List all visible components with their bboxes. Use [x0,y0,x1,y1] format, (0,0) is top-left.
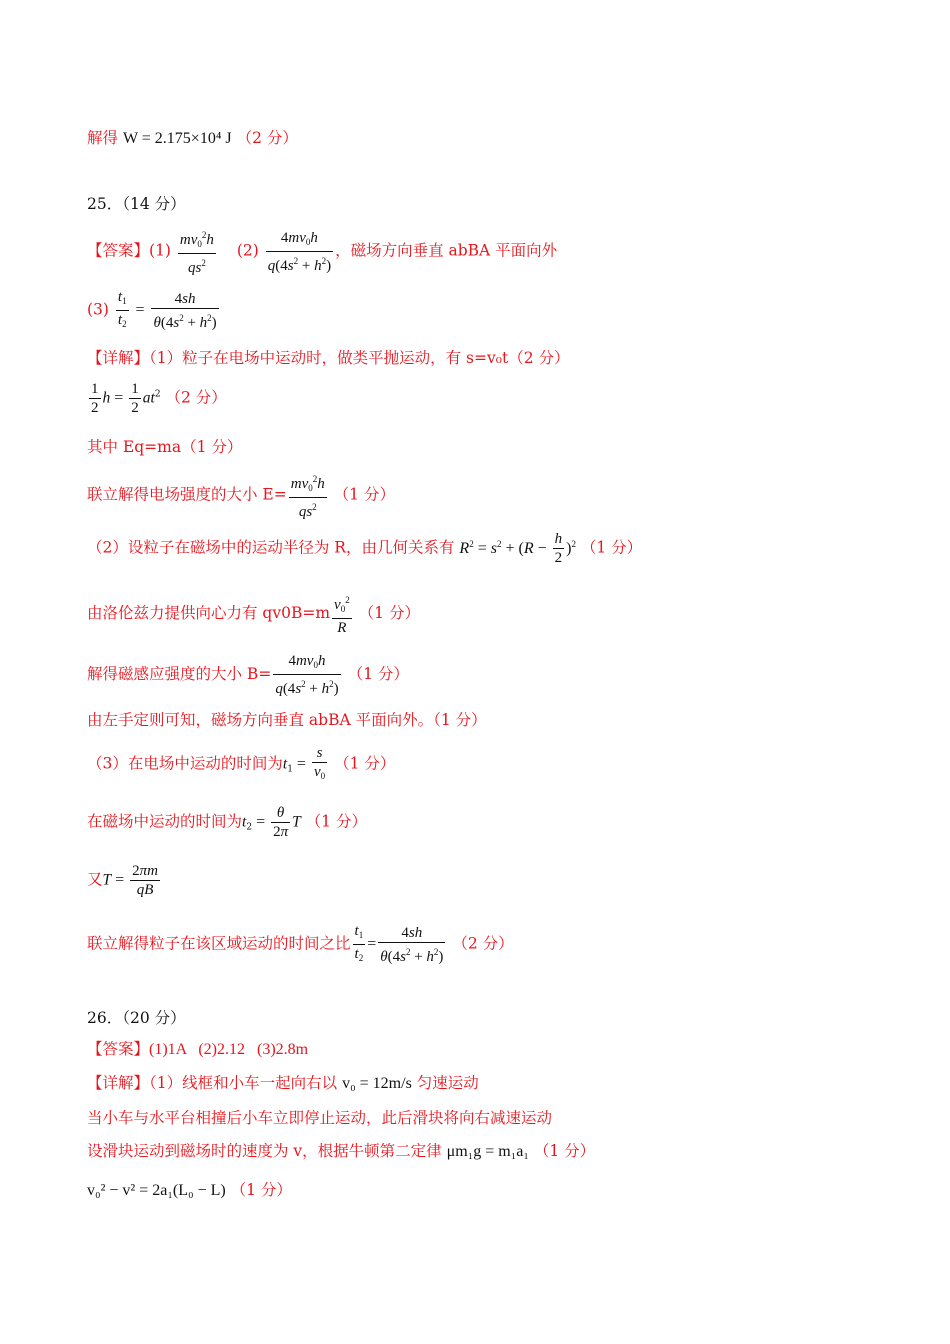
q25-t2-points: （1 分） [305,812,367,831]
q24-result-formula: W = 2.175×10⁴ J [122,130,232,147]
q25-bfield-points: （1 分） [347,665,409,683]
q26-answer-line [87,1039,308,1060]
q26-line-4-points: （1 分） [230,1181,292,1199]
q25-title: 25．（14 分） [87,195,186,213]
q26-detail-1-formula: v₀ = 12m/s [342,1075,412,1092]
q25-efield-points: （1 分） [333,485,395,504]
q24-result-prefix: 解得 [87,129,119,147]
q25-answer-2-text: ，磁场方向垂直 abBA 平面向外 [335,241,558,260]
q25-answer-3-lhs: $\frac{t_1}{t_2}$ [117,289,127,329]
q25-bfield-line [87,652,409,698]
q25-t2-line: 在磁场中运动的时间为$t_2$ = $\frac{\theta}{2\pi}$ T （1 分） [87,805,367,840]
q25-lorentz-line: 由洛伦兹力提供向心力有 qv0B=m $\frac{v_0^2}{R}$ （1 分） [87,591,420,637]
q26-line-3-prefix: 设滑块运动到磁场时的速度为 v，根据牛顿第二定律 [87,1142,442,1160]
q25-answer-2-label: (2) [236,241,259,260]
q25-kinematic-points: （2 分） [165,388,227,407]
q25-part3-points: （1 分） [334,754,396,773]
q26-detail-1-suffix: 匀速运动 [416,1074,479,1092]
q26-line-3-points: （1 分） [533,1142,596,1160]
q25-ratio-points: （2 分） [452,934,514,953]
q25-bfield-fraction: $\frac{4mv_0h}{q(4s^2 + h^2)}$ [275,653,339,697]
q25-detail-1 [87,348,570,368]
q25-answer-3-line: (3) $\frac{t_1}{t_2}$ = $\frac{4sh}{\theta(4s^2 + h^2)}$ [87,288,221,333]
q26-line-3-formula: μm₁g = m₁a₁ [446,1143,529,1160]
q24-result-line [87,128,298,149]
q25-answer-1-fraction: $\frac{mv_0^2h}{qs^2}$ [178,226,216,277]
q26-detail-1-prefix: （1）线框和小车一起向右以 [149,1074,338,1092]
q25-lorentz-points: （1 分） [358,604,420,622]
q26-line-3 [87,1141,595,1162]
q26-line-4 [87,1180,292,1201]
q26-answer-tag: 【答案】 [87,1040,150,1058]
q25-force-line: 其中 Eq=ma（1 分） [87,438,243,456]
q25-period-line: 又T = $\frac{2\pi m}{qB}$ [87,863,159,898]
q25-ratio-prefix: 联立解得粒子在该区域运动的时间之比 [87,934,351,953]
q25-part2-points: （1 分） [580,538,643,557]
q25-efield-prefix: 联立解得电场强度的大小 E= [87,485,287,504]
q25-answer-line [87,226,557,277]
q26-detail-1 [87,1073,479,1094]
q25-t2-prefix: 在磁场中运动的时间为 [87,812,243,831]
q25-period-prefix: 又 [87,870,103,889]
q26-line-4-formula: v₀² − v² = 2a₁(L₀ − L) [87,1182,226,1199]
q25-efield-fraction: $\frac{mv_0^2h}{qs^2}$ [289,470,327,521]
q25-bfield-prefix: 解得磁感应强度的大小 B= [87,665,272,683]
q25-part2-text: （2）设粒子在磁场中的运动半径为 R，由几何关系有 [87,538,455,557]
q25-answer-2-fraction: $\frac{4mv_0h}{q(4s^2 + h^2)}$ [267,229,332,274]
q25-part3-prefix: （3）在电场中运动的时间为 [87,754,283,773]
q25-answer-tag: 【答案】 [87,241,150,260]
q25-left-hand-line: 由左手定则可知，磁场方向垂直 abBA 平面向外。（1 分） [87,711,487,729]
q25-efield-line [87,470,395,521]
q24-result-points: （2 分） [236,129,298,147]
q25-lorentz-prefix: 由洛伦兹力提供向心力有 qv0B=m [87,604,331,622]
q25-ratio-line: 联立解得粒子在该区域运动的时间之比 $\frac{t_1}{t_2}$ = $\frac{4sh}{\theta(4s^2 + h^2)}$ （2 分） [87,923,514,965]
q26-title: 26．（20 分） [87,1009,186,1027]
q25-part2-line: （2）设粒子在磁场中的运动半径为 R，由几何关系有 $R^2 = s^2 + (R$ − $\frac{h}{2}$ )$^2$ （1 分） [87,531,643,566]
q25-answer-3-label: (3) [87,300,109,319]
q25-kinematic-line: $\frac{1}{2}$ h = $\frac{1}{2}$ $at^2$ （2 分） [91,381,227,416]
q25-answer-1-label: (1) [149,241,171,260]
q25-part3-line: （3）在电场中运动的时间为$t_1$ = $\frac{s}{v_0}$ （1 分） [87,745,396,781]
q26-detail-tag: 【详解】 [87,1074,150,1092]
q25-detail-1-text: （1）粒子在电场中运动时，做类平抛运动，有 s=v₀t（2 分） [149,349,570,367]
q26-answer-text: (1)1A (2)2.12 (3)2.8m [149,1041,309,1058]
q25-answer-3-rhs: $\frac{4sh}{\theta(4s^2 + h^2)}$ [153,290,217,331]
q26-line-2: 当小车与水平台相撞后小车立即停止运动，此后滑块将向右减速运动 [87,1109,553,1127]
q25-detail-tag: 【详解】 [87,349,150,367]
